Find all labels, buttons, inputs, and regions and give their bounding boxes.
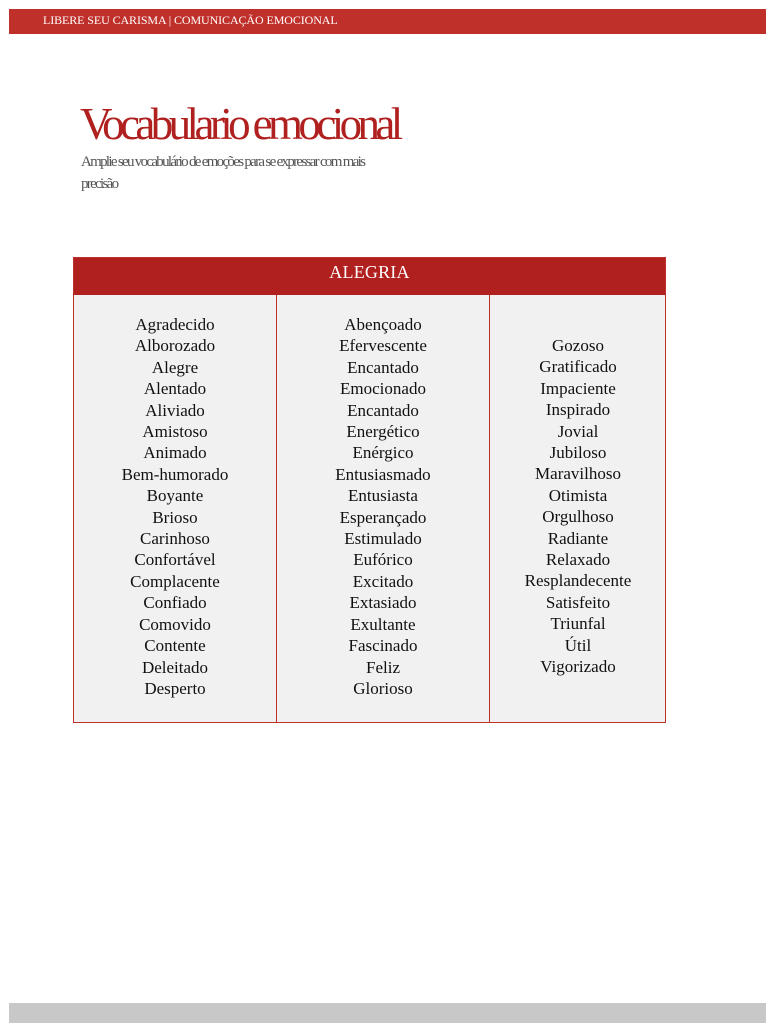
vocabulary-table <box>73 257 666 723</box>
emotion-word: Confiado <box>143 593 207 613</box>
word-column-3 <box>489 295 666 722</box>
emotion-word: Carinhoso <box>140 529 210 549</box>
emotion-word: Boyante <box>146 486 204 506</box>
emotion-word: Excitado <box>352 571 414 591</box>
emotion-word: Impaciente <box>540 378 616 398</box>
emotion-word: Alegre <box>151 357 199 377</box>
word-column-2 <box>276 295 489 722</box>
emotion-word: Abençoado <box>344 315 422 334</box>
emotion-word: Alborozado <box>134 336 216 356</box>
emotion-word: Radiante <box>547 528 609 548</box>
emotion-word: Encantado <box>347 400 419 420</box>
emotion-word: Jovial <box>557 421 599 441</box>
emotion-word: Jubiloso <box>549 443 607 463</box>
emotion-word: Complacente <box>130 571 220 591</box>
emotion-word: Emocionado <box>340 379 426 399</box>
emotion-word: Estimulado <box>344 529 422 549</box>
emotion-word: Relaxado <box>545 550 611 570</box>
emotion-word: Vigorizado <box>540 657 616 677</box>
emotion-word: Resplandecente <box>524 571 632 591</box>
word-column-1 <box>74 295 276 722</box>
emotion-word: Orgulhoso <box>542 507 614 527</box>
emotion-word: Eufórico <box>353 550 413 570</box>
emotion-word: Fascinado <box>348 636 418 656</box>
emotion-word: Bem-humorado <box>121 464 229 484</box>
table-heading: ALEGRIA <box>74 258 665 295</box>
footer-bar <box>9 1003 766 1023</box>
emotion-word: Brioso <box>152 507 198 527</box>
emotion-word: Útil <box>564 635 592 655</box>
emotion-word: Exultante <box>350 614 416 634</box>
emotion-word: Entusiasmado <box>335 464 431 484</box>
emotion-word: Amistoso <box>142 422 208 442</box>
emotion-word: Comovido <box>139 614 211 634</box>
page-subtitle: Amplie seu vocabulário de emoções para se expressar com mais precisão <box>81 154 365 192</box>
emotion-word: Encantado <box>347 357 419 377</box>
emotion-word: Otimista <box>548 485 608 505</box>
emotion-word: Energético <box>346 422 420 442</box>
emotion-word: Aliviado <box>145 400 205 420</box>
emotion-word: Triunfal <box>550 614 606 634</box>
emotion-word: Esperançado <box>339 507 427 527</box>
header-bar <box>9 9 766 34</box>
emotion-word: Gratificado <box>539 357 617 377</box>
emotion-word: Alentado <box>143 379 207 399</box>
emotion-word: Efervescente <box>339 336 427 356</box>
emotion-word: Feliz <box>366 657 400 677</box>
emotion-word: Extasiado <box>349 593 417 613</box>
emotion-word: Inspirado <box>545 400 611 420</box>
emotion-word: Deleitado <box>141 657 209 677</box>
page-title: Vocabulario emocional <box>80 99 399 149</box>
table-columns <box>74 295 665 722</box>
emotion-word: Agradecido <box>135 315 215 334</box>
emotion-word: Entusiasta <box>348 486 418 506</box>
emotion-word: Glorioso <box>353 678 413 698</box>
header-text: LIBERE SEU CARISMA | COMUNICAÇÃO EMOCIONAL <box>43 13 338 27</box>
emotion-word: Enérgico <box>352 443 414 463</box>
emotion-word: Contente <box>144 636 206 656</box>
emotion-word: Animado <box>143 443 207 463</box>
emotion-word: Gozoso <box>552 336 604 355</box>
emotion-word: Desperto <box>144 678 206 698</box>
emotion-word: Confortável <box>134 550 216 570</box>
emotion-word: Maravilhoso <box>535 464 621 484</box>
emotion-word: Satisfeito <box>545 592 611 612</box>
